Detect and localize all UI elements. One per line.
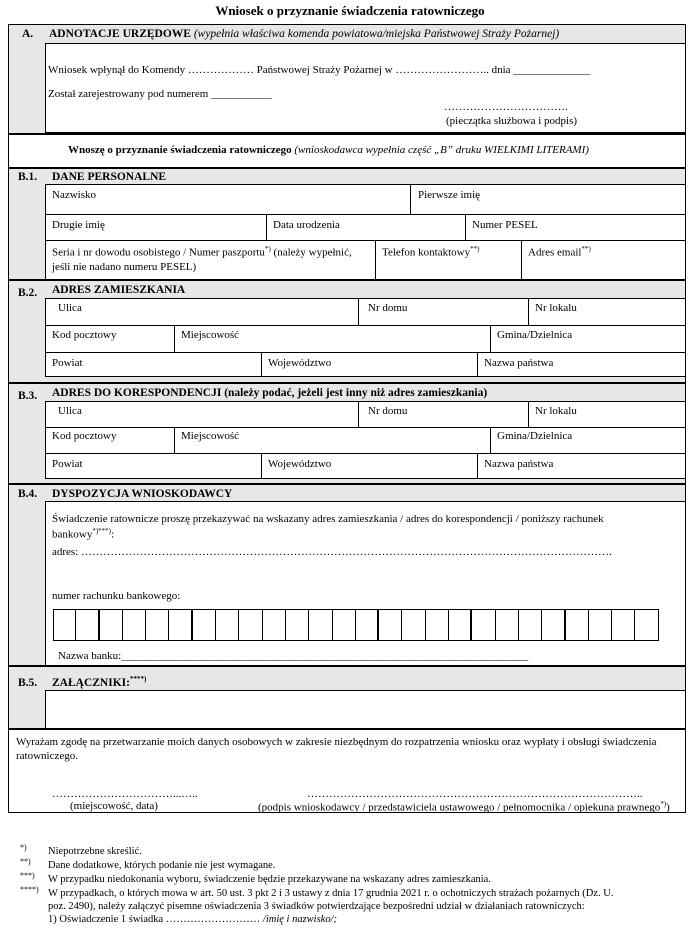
b2-col-divider [261, 352, 262, 377]
account-digit-cell[interactable] [589, 609, 612, 641]
place-date-label: (miejscowość, data) [70, 800, 158, 812]
footnote-1-mark: *) [20, 843, 27, 852]
b2-voivodeship-field[interactable]: Województwo [268, 357, 332, 369]
form-title: Wniosek o przyznanie świadczenia ratowniczego [215, 3, 485, 18]
b1-col-divider [410, 184, 411, 214]
b4-bank-name-line[interactable]: Nazwa banku:__________________________________________________________________________ [58, 650, 529, 662]
b3-col-divider [528, 401, 529, 427]
account-digit-cell[interactable] [76, 609, 99, 641]
place-date-dots[interactable]: ……………………………...….. [52, 788, 198, 800]
phone-field[interactable] [382, 245, 479, 259]
account-digit-cell[interactable] [169, 609, 192, 641]
account-digit-cell[interactable] [449, 609, 472, 641]
signature-label: (podpis wnioskodawcy / przedstawiciela ustawowego / pełnomocnika / opiekuna prawnego [258, 801, 661, 814]
b2-street-field[interactable]: Ulica [58, 302, 82, 314]
footnote-3-mark: ***) [20, 871, 35, 880]
b1-code: B.1. [18, 171, 38, 183]
account-digit-cell[interactable] [472, 609, 495, 641]
b3-title: ADRES DO KORESPONDENCJI (należy podać, jeżeli jest inny niż adres zamieszkania) [52, 387, 488, 399]
b2-col-divider [528, 298, 529, 325]
b3-house-number-field[interactable]: Nr domu [368, 405, 408, 417]
b5-heading [52, 675, 146, 689]
b3-flat-number-field[interactable]: Nr lokalu [535, 405, 577, 417]
b2-col-divider [358, 298, 359, 325]
signature-label-wrap [258, 800, 670, 814]
b2-postal-code-field[interactable]: Kod pocztowy [52, 329, 117, 341]
b3-voivodeship-field[interactable]: Województwo [268, 458, 332, 470]
id-document-field[interactable] [52, 245, 352, 259]
b3-city-field[interactable]: Miejscowość [181, 430, 240, 442]
b1-col-divider [266, 214, 267, 240]
section-a-heading [49, 28, 559, 40]
footnote-5-text: 1) Oświadczenie 1 świadka ……………………… [48, 914, 263, 925]
b3-col-divider [174, 427, 175, 453]
b4-disposition-text-line2 [52, 527, 114, 541]
b2-county-field[interactable]: Powiat [52, 357, 83, 369]
email-field[interactable] [528, 245, 591, 259]
footnote-5 [48, 914, 337, 925]
footnote-5-italic: /imię i nazwisko/; [262, 914, 338, 925]
account-digit-cell[interactable] [333, 609, 356, 641]
section-b-note: (wnioskodawca wypełnia część „B” druku WIELKIMI LITERAMI) [294, 144, 589, 156]
account-digit-cell[interactable] [402, 609, 425, 641]
account-digit-cell[interactable] [566, 609, 589, 641]
account-digit-cell[interactable] [426, 609, 449, 641]
birth-date-field[interactable]: Data urodzenia [273, 219, 340, 231]
account-digit-cell[interactable] [193, 609, 216, 641]
stamp-label: (pieczątka służbowa i podpis) [446, 115, 578, 127]
account-digit-cell[interactable] [612, 609, 635, 641]
b4-bank-sup: *)***) [92, 527, 111, 535]
signature-close: ) [666, 801, 670, 814]
account-digit-cell[interactable] [123, 609, 146, 641]
pesel-field[interactable]: Numer PESEL [472, 219, 538, 231]
b3-street-field[interactable]: Ulica [58, 405, 82, 417]
email-label: Adres email [528, 246, 582, 259]
b1-col-divider [521, 240, 522, 280]
b5-title: ZAŁĄCZNIKI: [52, 676, 130, 689]
account-digit-cell[interactable] [496, 609, 519, 641]
b3-col-divider [358, 401, 359, 427]
id-document-sup: *) [264, 245, 271, 253]
b2-house-number-field[interactable]: Nr domu [368, 302, 408, 314]
account-digit-cell[interactable] [542, 609, 565, 641]
b2-title: ADRES ZAMIESZKANIA [52, 284, 186, 296]
account-digit-cell[interactable] [356, 609, 379, 641]
footnote-4-mark: ****) [20, 885, 39, 894]
b2-col-divider [477, 352, 478, 377]
b1-col-divider [375, 240, 376, 280]
phone-label: Telefon kontaktowy [382, 246, 471, 259]
bank-account-grid[interactable] [53, 609, 659, 641]
account-digit-cell[interactable] [216, 609, 239, 641]
account-digit-cell[interactable] [263, 609, 286, 641]
registration-line: Został zarejestrowany pod numerem ___________ [48, 88, 272, 100]
phone-sup: **) [470, 245, 480, 253]
footnote-4-text-line2: poz. 2490), należy załączyć pisemne oświadczenia 3 świadków potwierdzające bezpośredni udział w działaniach ratowniczych: [48, 901, 585, 912]
b1-col-divider [465, 214, 466, 240]
account-digit-cell[interactable] [100, 609, 123, 641]
id-document-label-cont: (należy wypełnić, [270, 246, 352, 259]
b5-code: B.5. [18, 677, 38, 689]
account-digit-cell[interactable] [635, 609, 658, 641]
b3-col-divider [490, 427, 491, 453]
b3-code: B.3. [18, 390, 38, 402]
b3-district-field[interactable]: Gmina/Dzielnica [497, 430, 573, 442]
b4-bank-colon: : [111, 528, 115, 541]
second-name-field[interactable]: Drugie imię [52, 219, 105, 231]
b2-city-field[interactable]: Miejscowość [181, 329, 240, 341]
attachments-box[interactable] [45, 690, 686, 729]
b4-bank-word: bankowy [52, 528, 93, 541]
account-digit-cell[interactable] [53, 609, 76, 641]
b2-col-divider [490, 325, 491, 352]
b3-county-field[interactable]: Powiat [52, 458, 83, 470]
section-b-title: Wnoszę o przyznanie świadczenia ratowniczego [68, 144, 292, 156]
section-a-code: A. [22, 28, 34, 40]
b1-row-divider [45, 240, 686, 241]
b2-country-field[interactable]: Nazwa państwa [484, 357, 554, 369]
b1-title: DANE PERSONALNE [52, 171, 167, 183]
surname-field[interactable]: Nazwisko [52, 189, 96, 201]
b3-col-divider [261, 453, 262, 479]
b2-col-divider [174, 325, 175, 352]
footnote-2-text: Dane dodatkowe, których podanie nie jest wymagane. [48, 860, 276, 871]
b3-fields [45, 401, 686, 479]
stamp-dots: ……………………………. [444, 101, 568, 113]
account-digit-cell[interactable] [379, 609, 402, 641]
b5-sup: ****) [129, 675, 147, 683]
section-a-note: (wypełnia właściwa komenda powiatowa/miejska Państwowej Straży Pożarnej) [193, 28, 560, 40]
account-digit-cell[interactable] [239, 609, 262, 641]
footnote-2-mark: **) [20, 857, 31, 866]
b4-account-label: numer rachunku bankowego: [52, 590, 181, 602]
b3-col-divider [477, 453, 478, 479]
first-name-field[interactable]: Pierwsze imię [418, 189, 481, 201]
section-b-heading [68, 144, 589, 156]
b4-disposition-text: Świadczenie ratownicze proszę przekazywać na wskazany adres zamieszkania / adres do korespondencji / poniższy rachunek [52, 513, 604, 525]
b2-flat-number-field[interactable]: Nr lokalu [535, 302, 577, 314]
receipt-line: Wniosek wpłynął do Komendy ……………… Państwowej Straży Pożarnej w …………………….. dnia ______________ [48, 64, 591, 76]
b2-district-field[interactable]: Gmina/Dzielnica [497, 329, 573, 341]
b3-row-divider [45, 427, 686, 428]
b2-row-divider [45, 325, 686, 326]
b2-row-divider [45, 352, 686, 353]
account-digit-cell[interactable] [519, 609, 542, 641]
b1-row-divider [45, 214, 686, 215]
email-sup: **) [581, 245, 591, 253]
account-digit-cell[interactable] [286, 609, 309, 641]
b2-code: B.2. [18, 287, 38, 299]
consent-text: Wyrażam zgodę na przetwarzanie moich danych osobowych w zakresie niezbędnym do rozpatrzenia wniosku oraz wypłaty i obsługi świadczenia ratowniczego. [16, 736, 657, 762]
footnote-4-text: W przypadkach, o których mowa w art. 50 ust. 3 pkt 2 i 3 ustawy z dnia 17 grudnia 2021 r. o ochotniczych strażach pożarnych (Dz. U. [48, 888, 614, 899]
b4-title: DYSPOZYCJA WNIOSKODAWCY [52, 488, 233, 500]
b2-fields [45, 298, 686, 377]
b4-disposition-box [45, 501, 686, 666]
b4-address-line[interactable]: adres: ………………………………………………………………………………………………………………………………. [52, 546, 612, 558]
b3-country-field[interactable]: Nazwa państwa [484, 458, 554, 470]
b3-postal-code-field[interactable]: Kod pocztowy [52, 430, 117, 442]
b3-row-divider [45, 453, 686, 454]
signature-sup: *) [660, 800, 667, 808]
account-digit-cell[interactable] [146, 609, 169, 641]
b4-code: B.4. [18, 488, 38, 500]
footnote-1-text: Niepotrzebne skreślić. [48, 846, 142, 857]
signature-dots[interactable]: ……………………………………………………………………………….. [307, 788, 643, 800]
footnote-3-text: W przypadku niedokonania wyboru, świadczenie będzie przekazywane na wskazany adres zamieszkania. [48, 874, 491, 885]
id-document-label: Seria i nr dowodu osobistego / Numer paszportu [52, 246, 265, 259]
account-digit-cell[interactable] [309, 609, 332, 641]
id-document-label-line2: jeśli nie nadano numeru PESEL) [52, 261, 197, 273]
section-a-title: ADNOTACJE URZĘDOWE [49, 28, 191, 40]
